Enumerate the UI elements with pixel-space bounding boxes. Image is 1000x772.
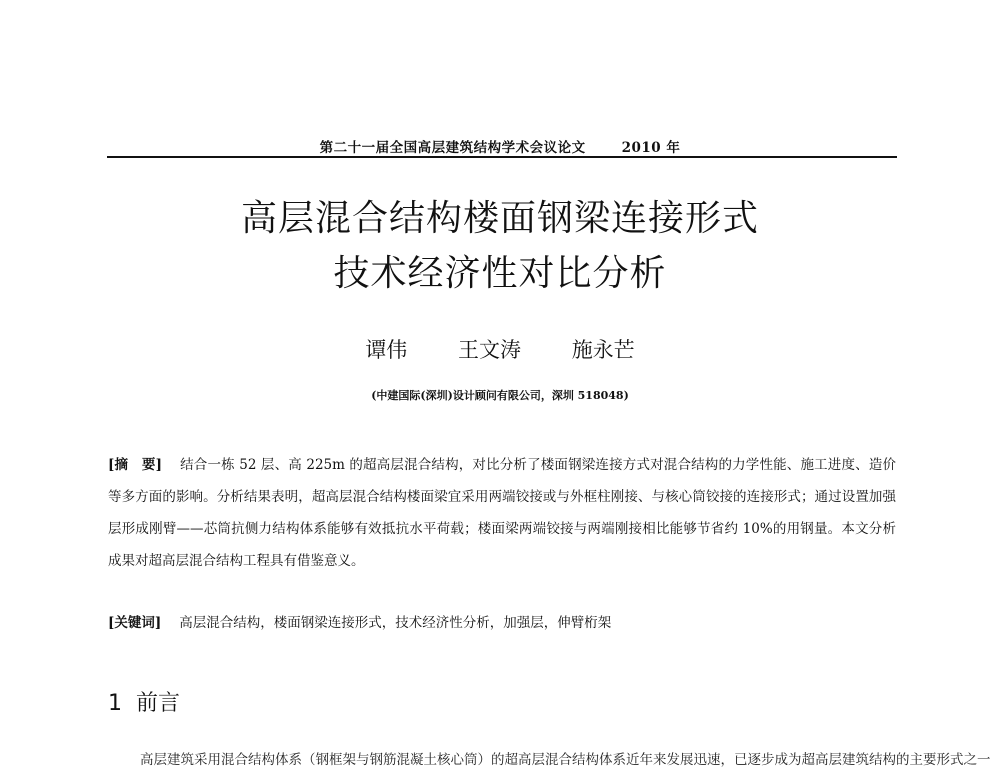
affiliation: (中建国际(深圳)设计顾问有限公司，深圳 518048) [371,389,629,402]
header-rule [107,156,897,158]
body-text-cut-off: 高层建筑采用混合结构体系（钢框架与钢筋混凝土核心筒）的超高层混合结构体系近年来发展迅速，已逐步成为超高层建筑结构的主要形式之一 [140,752,991,768]
author-1: 谭伟 [365,338,408,362]
keywords [108,611,896,635]
conference-name: 第二十一届全国高层建筑结构学术会议论文 [319,140,586,156]
author-2: 王文涛 [458,338,521,362]
paper-title-line-2: 技术经济性对比分析 [333,253,667,294]
abstract-label: [摘 要] [108,457,162,473]
section-title: 前言 [136,691,181,716]
author-3: 施永芒 [571,338,635,362]
abstract-text: 结合一栋 52 层、高 225m 的超高层混合结构，对比分析了楼面钢梁连接方式对混合结构的力学性能、施工进度、造价等多方面的影响。分析结果表明，超高层混合结构楼面梁宜采用两端铰接或与外框柱刚接、与核心筒铰接的连接形式；通过设置加强层形成刚臂——芯筒抗侧力结构体系能够有效抵抗水平荷载；楼面梁两端铰接与两端刚接相比能够节省约 10%的用钢量。本文分析成果对超高层混合结构工程具有借鉴意义。 [108,457,896,569]
section-heading [108,686,180,717]
author-list [0,334,1000,364]
section-number: 1 [108,691,122,716]
running-header [0,136,1000,156]
keywords-text: 高层混合结构，楼面钢梁连接形式，技术经济性分析，加强层，伸臂桁架 [179,615,612,631]
paper-title-line-1: 高层混合结构楼面钢梁连接形式 [240,198,759,239]
abstract [108,449,896,577]
keywords-label: [关键词] [108,615,162,631]
conference-year: 2010 年 [621,140,681,156]
